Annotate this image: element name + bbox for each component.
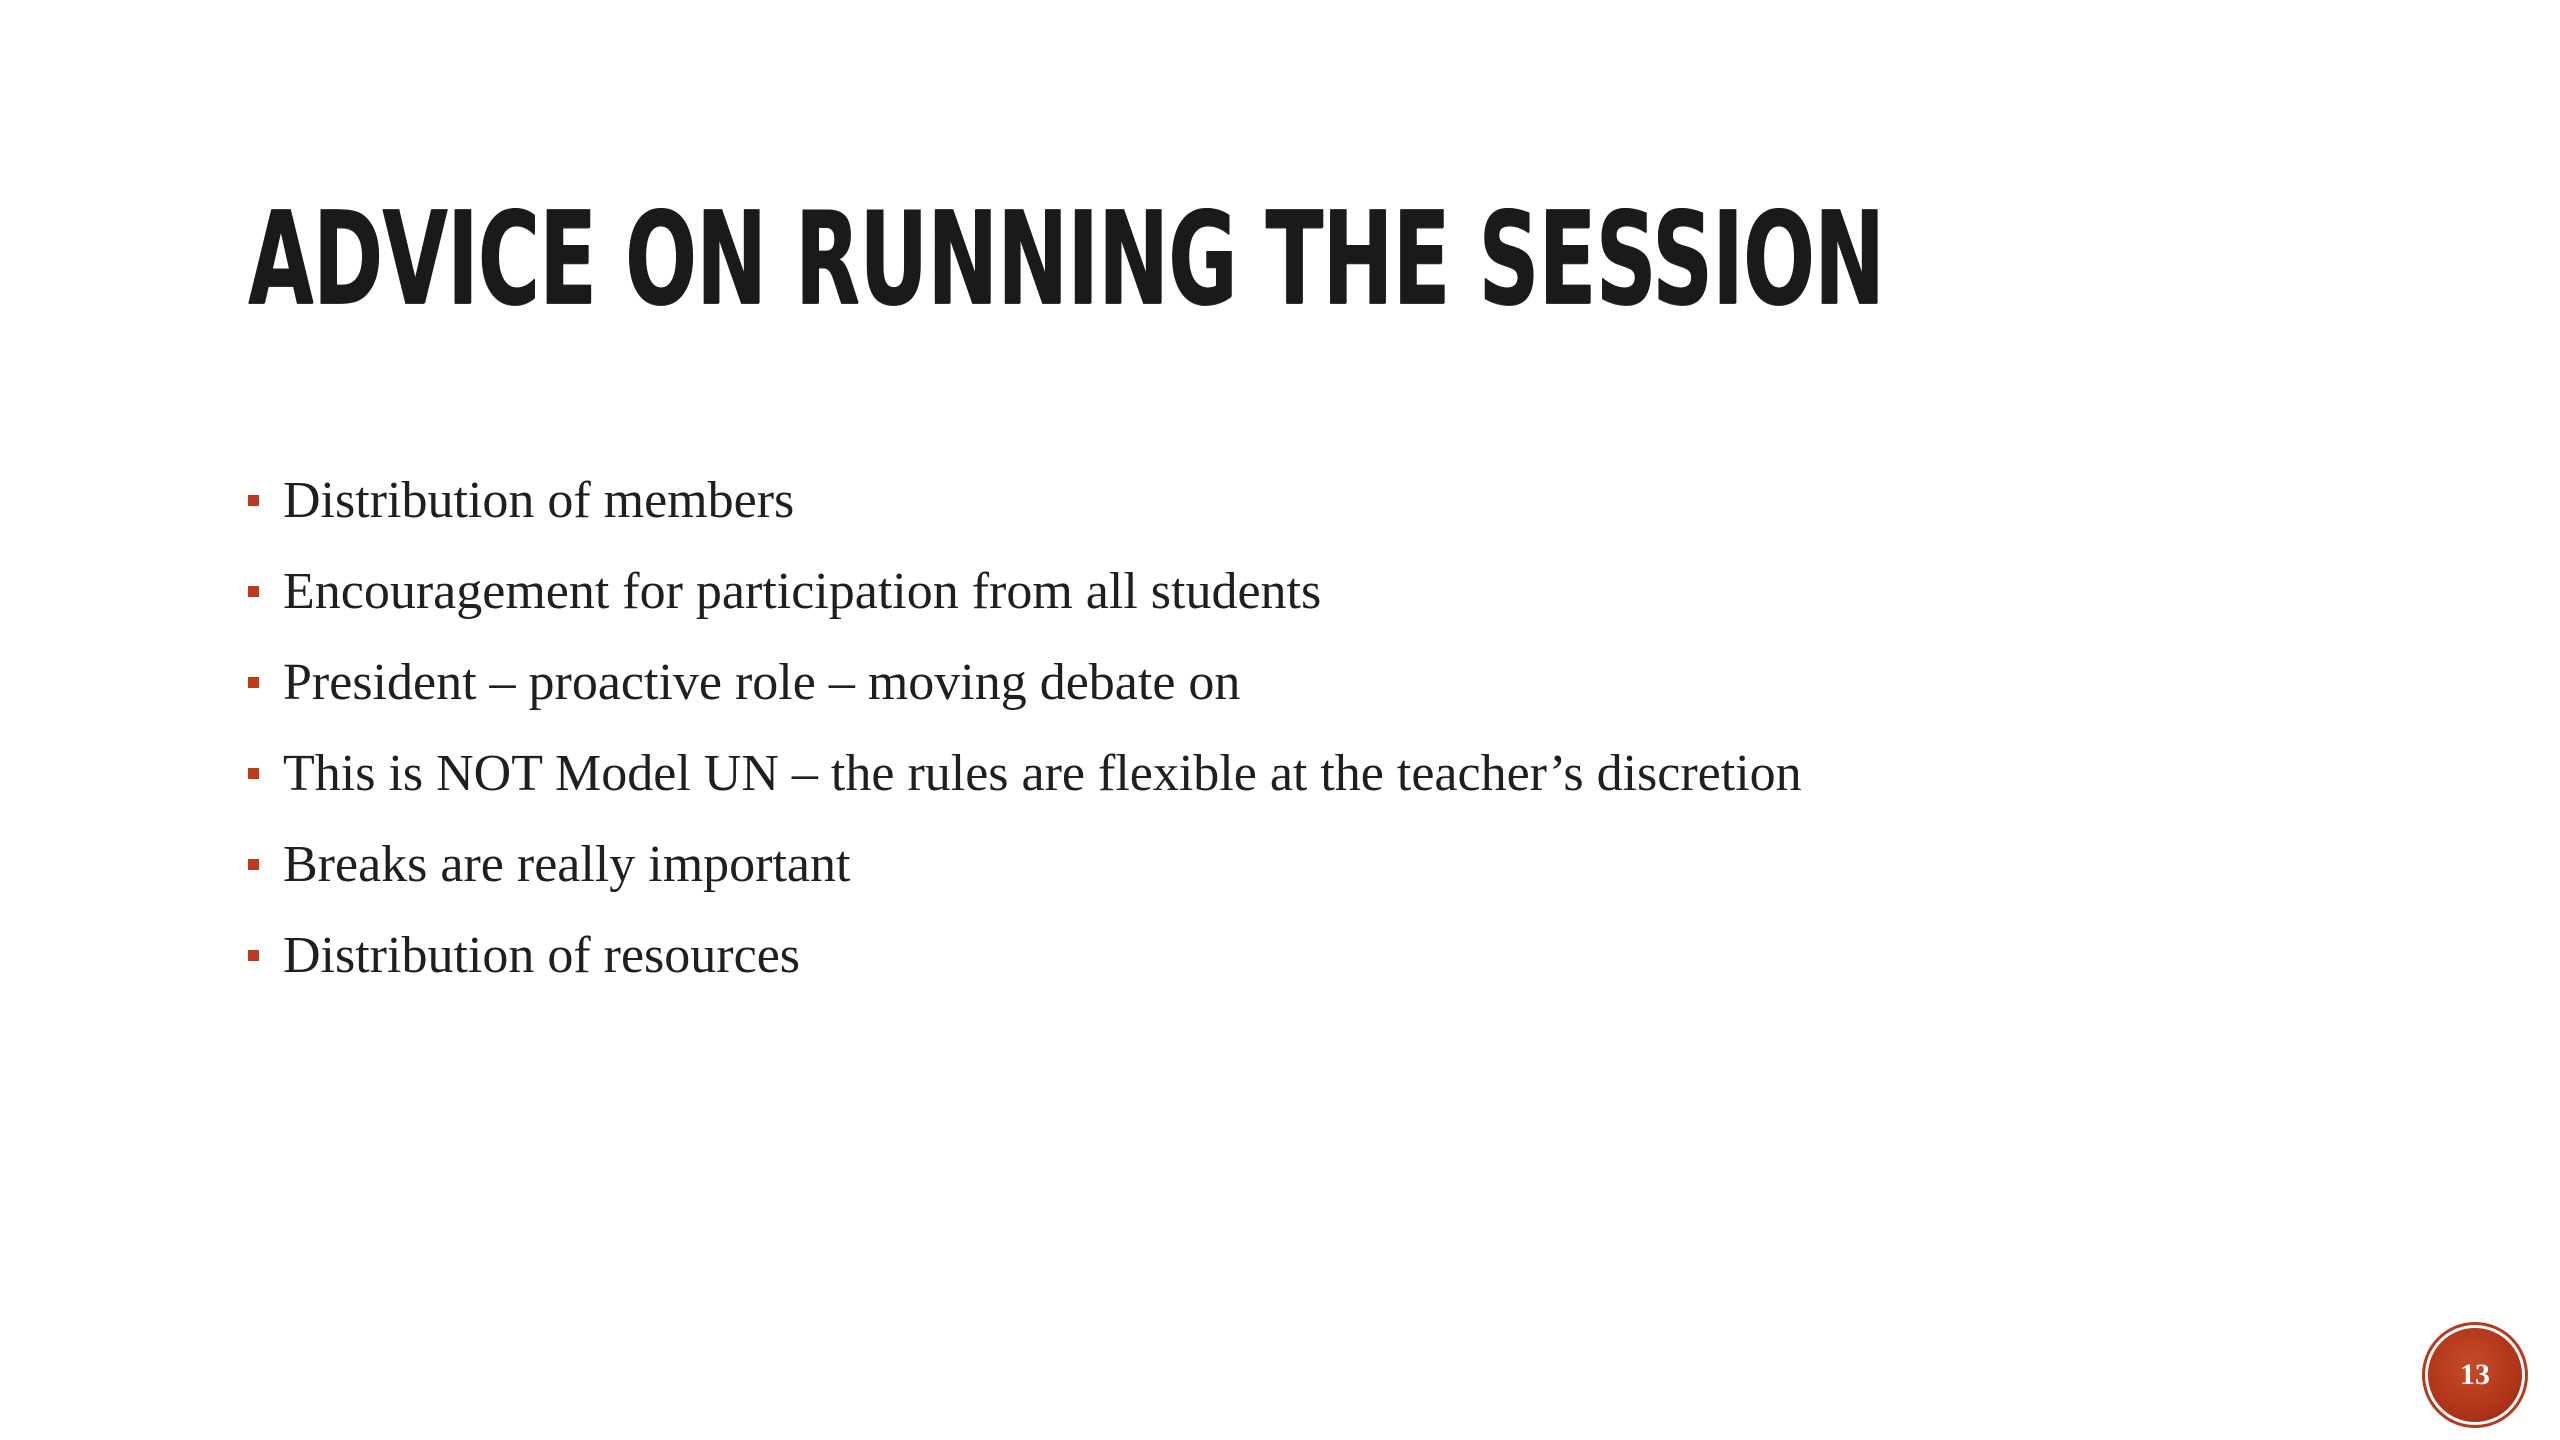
bullet-item	[248, 910, 1802, 1001]
square-bullet-icon	[248, 950, 259, 961]
bullet-item	[248, 546, 1802, 637]
bullet-list	[248, 455, 1802, 1001]
square-bullet-icon	[248, 677, 259, 688]
square-bullet-icon	[248, 768, 259, 779]
bullet-text: Encouragement for participation from all students	[283, 563, 1322, 620]
bullet-item	[248, 637, 1802, 728]
slide-title: ADVICE ON RUNNING THE SESSION	[248, 185, 1885, 334]
square-bullet-icon	[248, 495, 259, 506]
square-bullet-icon	[248, 586, 259, 597]
bullet-text: President – proactive role – moving debate on	[283, 654, 1241, 711]
bullet-item	[248, 728, 1802, 819]
bullet-text: This is NOT Model UN – the rules are flexible at the teacher’s discretion	[283, 745, 1802, 802]
bullet-text: Breaks are really important	[283, 836, 851, 893]
page-number-badge	[2428, 1328, 2522, 1422]
page-number: 13	[2460, 1358, 2490, 1391]
bullet-item	[248, 455, 1802, 546]
square-bullet-icon	[248, 859, 259, 870]
bullet-item	[248, 819, 1802, 910]
bullet-text: Distribution of members	[283, 472, 795, 529]
bullet-text: Distribution of resources	[283, 927, 801, 984]
